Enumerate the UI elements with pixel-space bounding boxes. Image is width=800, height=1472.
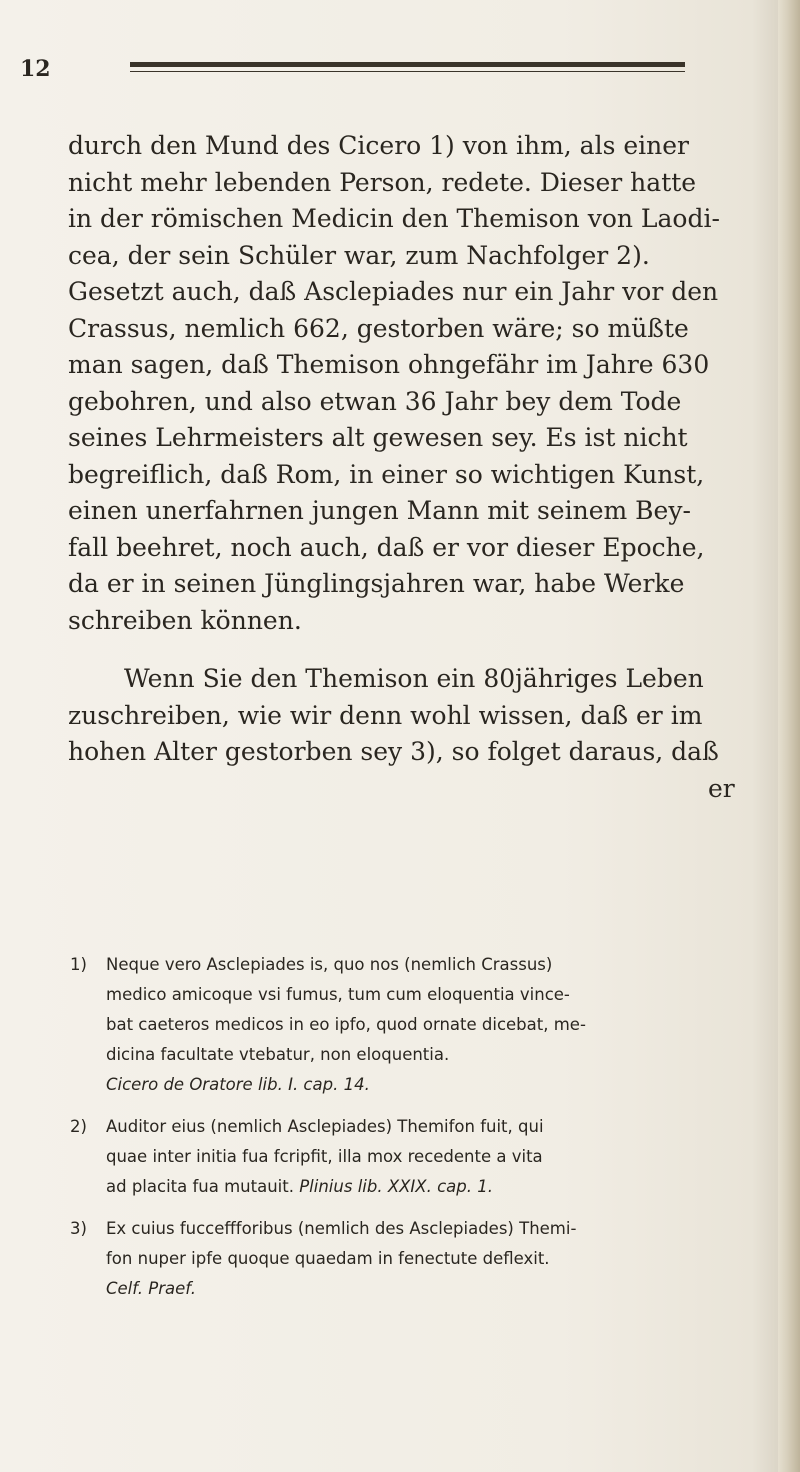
text-line: hohen Alter gestorben sey 3), so folget daraus, daß xyxy=(68,737,719,766)
footnote-line: Auditor eius (nemlich Asclepiades) Themifon fuit, qui xyxy=(106,1117,544,1136)
paragraph-2 xyxy=(68,661,768,807)
footnote-number: 3) xyxy=(70,1219,87,1238)
header-rule-thin xyxy=(130,71,685,72)
text-line: Crassus, nemlich 662, gestorben wäre; so müßte xyxy=(68,313,689,343)
footnote-line: dicina facultate vtebatur, non eloquentia. xyxy=(106,1045,450,1064)
text-line: in der römischen Medicin den Themison von Laodi- xyxy=(68,204,720,233)
footnote-number: 2) xyxy=(70,1117,87,1136)
text-line: da er in seinen Jünglingsjahren war, habe Werke xyxy=(68,569,685,598)
text-line: seines Lehrmeisters alt gewesen sey. Es ist nicht xyxy=(68,423,688,452)
paragraph-1 xyxy=(68,128,768,639)
text-line: Wenn Sie den Themison ein 80jähriges Leben xyxy=(124,664,704,693)
text-line: durch den Mund des Cicero 1) von ihm, als einer xyxy=(68,131,689,160)
header-rule-thick xyxy=(130,62,685,67)
page-edge-shadow xyxy=(778,0,800,1472)
page-number: 12 xyxy=(20,56,51,82)
text-line: begreiflich, daß Rom, in einer so wichtigen Kunst, xyxy=(68,459,705,489)
footnote-line: ad placita fua mutauit. xyxy=(106,1177,294,1196)
footnote-citation: Cicero de Oratore lib. I. cap. 14. xyxy=(106,1075,370,1094)
text-line: Gesetzt auch, daß Asclepiades nur ein Jahr vor den xyxy=(68,277,719,306)
footnote-line: fon nuper ipfe quoque quaedam in fenectute deflexit. xyxy=(106,1249,550,1268)
footnote-line: Ex cuius fucceffforibus (nemlich des Asclepiades) Themi- xyxy=(106,1219,577,1238)
text-line: schreiben können. xyxy=(68,605,302,635)
footnote-citation: Plinius lib. XXIX. cap. 1. xyxy=(299,1177,493,1196)
paragraph-gap xyxy=(68,639,768,661)
text-line: einen unerfahrnen jungen Mann mit seinem Bey- xyxy=(68,496,691,525)
footnote-3 xyxy=(70,1214,770,1304)
main-text xyxy=(68,128,768,807)
footnote-line: quae inter initia fua fcripfit, illa mox recedente a vita xyxy=(106,1147,543,1166)
catchword: er xyxy=(708,773,735,803)
footnote-2 xyxy=(70,1112,770,1202)
footnote-line: bat caeteros medicos in eo ipfo, quod ornate dicebat, me- xyxy=(106,1015,586,1034)
footnote-line: medico amicoque vsi fumus, tum cum eloquentia vince- xyxy=(106,985,570,1004)
footnote-line: Neque vero Asclepiades is, quo nos (nemlich Crassus) xyxy=(106,955,553,974)
footnote-number: 1) xyxy=(70,955,87,974)
text-line: cea, der sein Schüler war, zum Nachfolger 2). xyxy=(68,240,650,270)
text-line: gebohren, und also etwan 36 Jahr bey dem Tode xyxy=(68,386,682,416)
footnotes xyxy=(70,950,770,1316)
text-line: fall beehret, noch auch, daß er vor dieser Epoche, xyxy=(68,532,705,562)
footnote-citation: Celf. Praef. xyxy=(106,1279,197,1298)
footnote-1 xyxy=(70,950,770,1100)
text-line: nicht mehr lebenden Person, redete. Dieser hatte xyxy=(68,167,697,197)
text-line: man sagen, daß Themison ohngefähr im Jahre 630 xyxy=(68,350,710,379)
text-line: zuschreiben, wie wir denn wohl wissen, daß er im xyxy=(68,700,703,730)
